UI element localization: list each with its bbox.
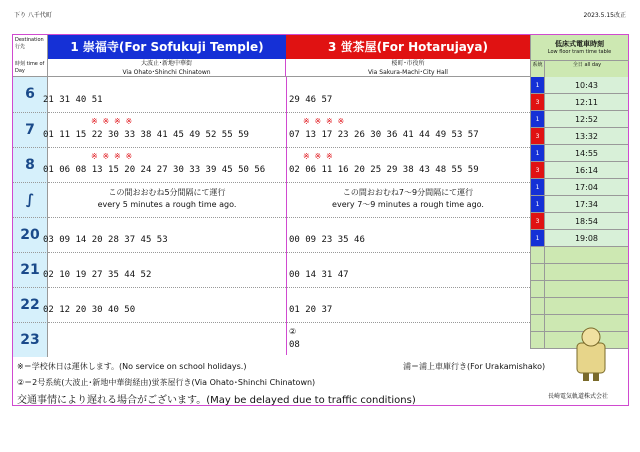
hour-label: 6: [13, 77, 48, 112]
route-1-star-marks: ※ ※ ※ ※: [91, 117, 133, 126]
route-1-via: [48, 59, 286, 77]
corner-cell: [13, 35, 48, 77]
lowfloor-system-cell: [530, 332, 544, 349]
route-3-minutes: 00 09 23 35 46: [289, 235, 365, 245]
lowfloor-system-cell: 3: [530, 94, 544, 111]
lowfloor-system-cell: [530, 298, 544, 315]
lowfloor-time-cell: [544, 298, 628, 315]
route-3-via-en: Via Sakura-Machi･City Hall: [368, 69, 448, 76]
interval-note-route-3: [286, 187, 530, 213]
row-separator: [48, 322, 530, 323]
corner-hour-label: 時刻 time of Day: [15, 61, 45, 74]
lowfloor-col-time: 全日 all day: [545, 60, 629, 77]
route-divider: [286, 77, 287, 355]
lowfloor-header: [530, 35, 628, 77]
lowfloor-system-cell: [530, 264, 544, 281]
hour-label: 22: [13, 287, 48, 322]
route-1-minutes: 02 10 19 27 35 44 52: [43, 270, 152, 280]
row-separator: [48, 112, 530, 113]
note-school: ※＝学校休日は運休します。(No service on school holidays.): [17, 362, 247, 371]
lowfloor-time-cell: 13:32: [544, 128, 628, 145]
lowfloor-system-cell: 1: [530, 111, 544, 128]
lowfloor-time-cell: 17:34: [544, 196, 628, 213]
route-3-minutes: 00 14 31 47: [289, 270, 349, 280]
route-1-via-jp: 大波止･新地中華街: [140, 60, 192, 67]
route-3-star-marks: ※ ※ ※: [303, 152, 333, 161]
route-3-minutes: 01 20 37: [289, 305, 333, 315]
interval-en-route-3: every 7～9 minutes a rough time ago.: [332, 200, 484, 209]
route-3-title: 3 蛍茶屋(For Hotarujaya): [286, 35, 530, 59]
route-3-via-jp: 桜町･市役所: [391, 60, 425, 67]
row-separator: [48, 252, 530, 253]
hour-label: ∫: [13, 182, 48, 217]
route-3-minutes: 02 06 11 16 20 25 29 38 43 48 55 59: [289, 165, 479, 175]
route-3-minutes: 29 46 57: [289, 95, 333, 105]
lowfloor-system-cell: 3: [530, 213, 544, 230]
lowfloor-time-cell: 14:55: [544, 145, 628, 162]
lowfloor-title: 低床式電車時刻: [555, 40, 604, 48]
note-delay: 交通事情により遅れる場合がございます。(May be delayed due to traffic conditions): [17, 395, 416, 406]
row-separator: [48, 217, 530, 218]
lowfloor-system-cell: 3: [530, 162, 544, 179]
lowfloor-time-cell: [544, 247, 628, 264]
row-separator: [48, 182, 530, 183]
lowfloor-system-cell: 1: [530, 196, 544, 213]
lowfloor-time-cell: [544, 281, 628, 298]
lowfloor-system-cell: 1: [530, 145, 544, 162]
corner-dest-label: Destination 行先: [15, 37, 44, 50]
note-route2: ②＝2号系統(大波止･新地中華街経由)蛍茶屋行き(Via Ohato･Shinchi Chinatown): [17, 378, 316, 387]
lowfloor-time-cell: 10:43: [544, 77, 628, 94]
company-name: 長崎電気軌道株式会社: [548, 393, 609, 400]
hour-label: 7: [13, 112, 48, 147]
lowfloor-system-cell: [530, 315, 544, 332]
timetable-frame: [12, 34, 629, 406]
interval-jp-route-3: この間おおむね7～9分間隔にて運行: [342, 188, 474, 197]
route-3-minutes: 08: [289, 340, 300, 350]
lowfloor-time-cell: 12:52: [544, 111, 628, 128]
lowfloor-col-sys: 系統: [531, 60, 545, 77]
hour-label: 21: [13, 252, 48, 287]
route-1-title: 1 崇福寺(For Sofukuji Temple): [48, 35, 286, 59]
note-depot: 浦＝浦上車庫行き(For Urakamishako): [403, 362, 546, 371]
interval-note-route-1: [48, 187, 286, 213]
route-1-minutes: 03 09 14 20 28 37 45 53: [43, 235, 168, 245]
hour-label: 8: [13, 147, 48, 182]
route-3-minutes: 07 13 17 23 26 30 36 41 44 49 53 57: [289, 130, 479, 140]
direction-label: 下り 八千代町: [14, 12, 52, 19]
row-separator: [48, 147, 530, 148]
lowfloor-system-cell: 1: [530, 77, 544, 94]
lowfloor-time-cell: 16:14: [544, 162, 628, 179]
route-1-minutes: 02 12 20 30 40 50: [43, 305, 136, 315]
interval-jp-route-1: この間おおむね5分間隔にて運行: [108, 188, 226, 197]
route-1-star-marks: ※ ※ ※ ※: [91, 152, 133, 161]
lowfloor-system-cell: 3: [530, 128, 544, 145]
lowfloor-system-cell: [530, 247, 544, 264]
revision-date: 2023.5.15改正: [583, 12, 626, 19]
mascot-icon: [573, 325, 609, 383]
interval-en-route-1: every 5 minutes a rough time ago.: [97, 200, 237, 209]
lowfloor-time-cell: 18:54: [544, 213, 628, 230]
row-separator: [48, 287, 530, 288]
lowfloor-time-cell: 17:04: [544, 179, 628, 196]
route-1-via-en: Via Ohato･Shinchi Chinatown: [122, 69, 211, 76]
route-1-minutes: 21 31 40 51: [43, 95, 103, 105]
lowfloor-time-cell: [544, 264, 628, 281]
route-3-star-marks: ②: [289, 327, 297, 336]
hour-label: 23: [13, 322, 48, 357]
lowfloor-title-en: Low floor tram time table: [547, 49, 612, 55]
route-3-star-marks: ※ ※ ※ ※: [303, 117, 345, 126]
route-1-minutes: 01 11 15 22 30 33 38 41 45 49 52 55 59: [43, 130, 249, 140]
lowfloor-time-cell: 12:11: [544, 94, 628, 111]
route-1-minutes: 01 06 08 13 15 20 24 27 30 33 39 45 50 56: [43, 165, 266, 175]
lowfloor-time-cell: 19:08: [544, 230, 628, 247]
lowfloor-system-cell: 1: [530, 179, 544, 196]
route-3-via: [286, 59, 530, 77]
lowfloor-system-cell: [530, 281, 544, 298]
lowfloor-system-cell: 1: [530, 230, 544, 247]
hour-label: 20: [13, 217, 48, 252]
